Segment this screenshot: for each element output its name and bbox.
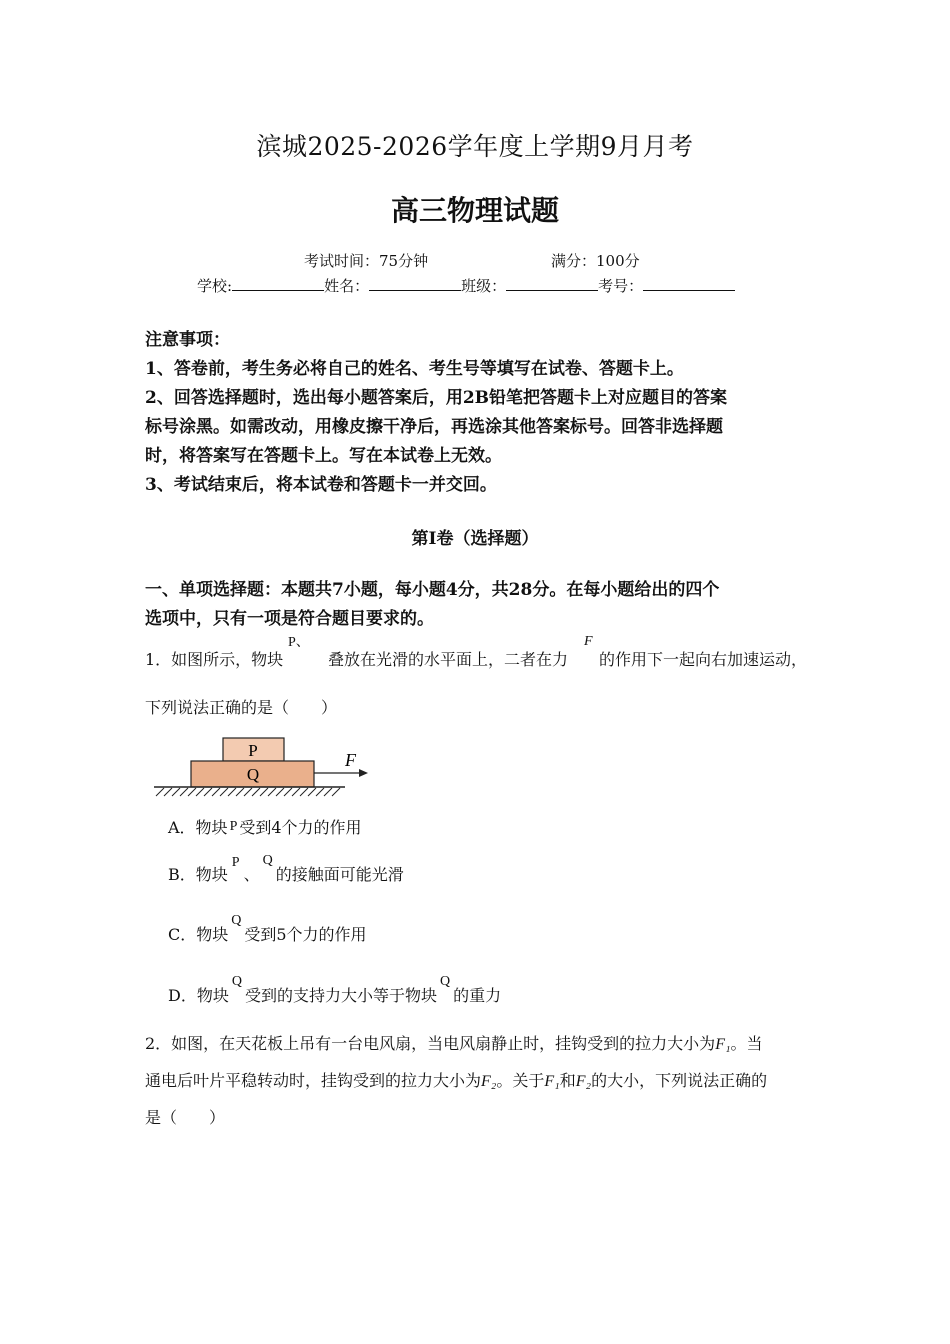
block-q-label: Q (246, 765, 260, 784)
name-blank[interactable] (369, 276, 461, 291)
section-intro: 选项中，只有一项是符合题目要求的。 (145, 609, 434, 629)
q1-text: 1．如图所示，物块 (145, 650, 284, 669)
force-label: F (345, 750, 356, 770)
q2-text: 。当 (730, 1034, 763, 1053)
name-label: 姓名： (324, 277, 370, 295)
q2-symbol: F₂ (575, 1073, 592, 1090)
q2-line: 是（ ） (145, 1108, 226, 1127)
q2-text: 。关于 (496, 1071, 545, 1090)
option-symbol: P (229, 819, 238, 834)
q2-text: 2．如图，在天花板上吊有一台电风扇，当电风扇静止时，挂钩受到的拉力大小为 (145, 1034, 716, 1053)
exam-title: 滨城2025-2026学年度上学期9月月考 (256, 132, 694, 161)
option-text: 受到的支持力大小等于物块 (244, 986, 437, 1005)
q1-figure (150, 733, 375, 798)
option-text: A．物块 (168, 818, 228, 837)
q1-text: 下列说法正确的是（ ） (145, 698, 338, 717)
block-p-label: P (248, 741, 258, 760)
option-symbol: Q (262, 853, 273, 868)
notice-item: 时，将答案写在答题卡上。写在本试卷上无效。 (145, 446, 502, 466)
option-text: 、 (243, 865, 260, 884)
q2-symbol: F₂ (481, 1073, 497, 1090)
notice-item: 1、答卷前，考生务必将自己的姓名、考生号等填写在试卷、答题卡上。 (145, 359, 684, 379)
q2-line (145, 1031, 763, 1054)
exam-subtitle: 高三物理试题 (390, 194, 559, 227)
force-arrowhead (359, 769, 368, 777)
q1-symbol: P、 (288, 635, 310, 650)
option-text: 受到5个力的作用 (244, 925, 367, 944)
option-text: 的接触面可能光滑 (275, 865, 404, 884)
q2-symbol: F₁ (715, 1036, 731, 1053)
notice-heading: 注意事项： (145, 330, 230, 350)
option-text: 受到4个力的作用 (239, 818, 362, 837)
q1-symbol: F (584, 634, 593, 649)
school-blank[interactable] (232, 276, 324, 291)
q2-text: 和 (559, 1071, 576, 1090)
q1-option-c[interactable] (168, 913, 367, 945)
number-label: 考号： (598, 277, 644, 295)
option-symbol: Q (231, 974, 242, 989)
exam-time: 考试时间：75分钟 (304, 252, 429, 270)
option-text: B．物块 (168, 865, 228, 884)
q2-text: 的大小，下列说法正确的 (591, 1071, 768, 1090)
notice-item: 2、回答选择题时，选出每小题答案后，用2B铅笔把答题卡上对应题目的答案 (145, 388, 728, 408)
q2-line (145, 1068, 767, 1091)
q1-option-d[interactable] (168, 974, 502, 1006)
school-label: 学校: (197, 277, 233, 295)
option-symbol: Q (231, 913, 242, 928)
section-title: 第Ⅰ卷（选择题） (411, 529, 539, 549)
option-text: D．物块 (168, 986, 229, 1005)
option-symbol: Q (439, 974, 451, 989)
student-info-line (197, 275, 735, 296)
q1-text: 叠放在光滑的水平面上，二者在力 (328, 650, 569, 669)
q1-text: 的作用下一起向右加速运动， (599, 650, 808, 669)
exam-score: 满分：100分 (551, 252, 640, 270)
q2-text: 通电后叶片平稳转动时，挂钩受到的拉力大小为 (145, 1071, 482, 1090)
q2-symbol: F₁ (544, 1073, 560, 1090)
notice-item: 标号涂黑。如需改动，用橡皮擦干净后，再选涂其他答案标号。回答非选择题 (145, 417, 723, 437)
number-blank[interactable] (643, 276, 735, 291)
option-text: C．物块 (168, 925, 229, 944)
ground-hatching (156, 788, 340, 796)
notice-item: 3、考试结束后，将本试卷和答题卡一并交回。 (145, 475, 497, 495)
option-symbol: P (231, 855, 240, 870)
option-text: 的重力 (453, 986, 502, 1005)
q1-option-a[interactable] (168, 815, 362, 838)
class-blank[interactable] (506, 276, 598, 291)
q1-option-b[interactable] (168, 853, 404, 885)
section-intro: 一、单项选择题：本题共7小题，每小题4分，共28分。在每小题给出的四个 (145, 580, 720, 600)
class-label: 班级： (461, 277, 507, 295)
